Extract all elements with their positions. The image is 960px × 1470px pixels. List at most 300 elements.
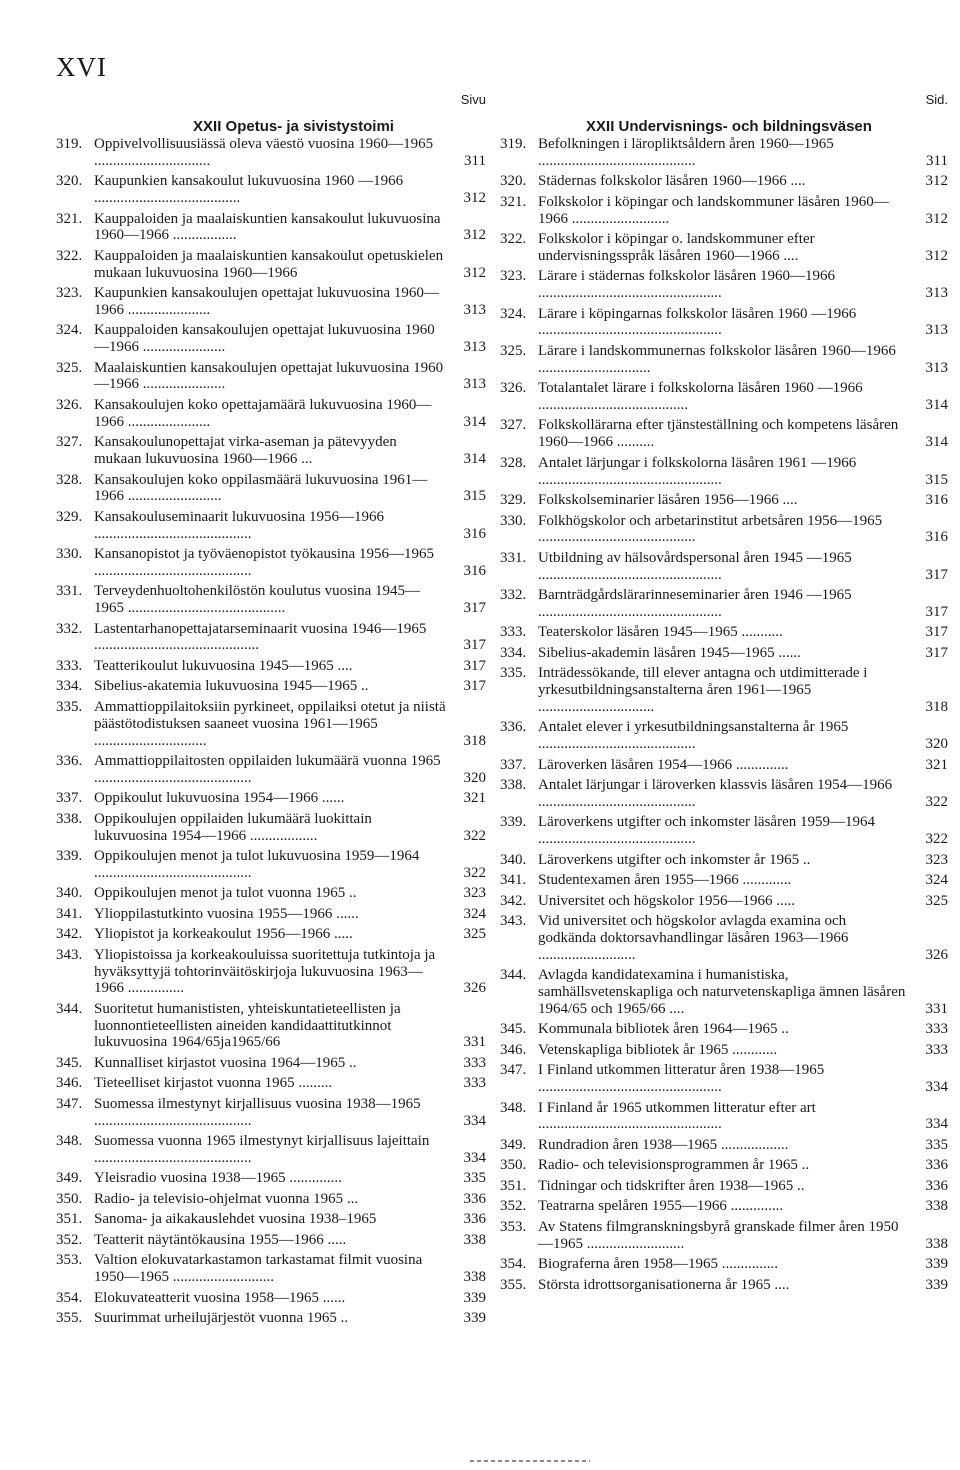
entry-number: 319. xyxy=(500,136,527,152)
entry-page: 312 xyxy=(463,190,486,207)
toc-entry xyxy=(500,1198,948,1215)
toc-entry xyxy=(56,848,486,882)
entry-number: 321. xyxy=(56,210,83,227)
swedish-column-header xyxy=(500,84,948,136)
toc-entry xyxy=(500,268,948,302)
entry-title: Teatterit näytäntökausina 1955—1966 ..... xyxy=(94,1231,347,1248)
entry-page: 334 xyxy=(925,1116,948,1133)
entry-number: 334. xyxy=(56,678,83,695)
entry-title: Lärare i städernas folkskolor läsåren 1960—1966 ................................................. xyxy=(538,268,835,302)
toc-entry xyxy=(500,757,948,774)
entry-page: 320 xyxy=(925,736,948,753)
entry-title: Rundradion åren 1938—1965 .................. xyxy=(538,1136,789,1153)
entry-title: Städernas folkskolor läsåren 1960—1966 .... xyxy=(538,173,806,190)
entry-title: Lastentarhanopettajatarseminaarit vuosina 1946—1965 ............................................ xyxy=(94,620,427,654)
entry-title: Ammattioppilaitosten oppilaiden lukumäärä vuonna 1965 .......................................... xyxy=(94,752,441,786)
toc-entry xyxy=(500,852,948,869)
entry-page: 333 xyxy=(463,1054,486,1071)
entry-number: 328. xyxy=(500,454,527,471)
entry-page: 313 xyxy=(463,339,486,356)
entry-page: 317 xyxy=(463,637,486,654)
entry-title: Folkhögskolor och arbetarinstitut arbetsåren 1956—1965 .......................................... xyxy=(538,512,883,546)
entry-number: 341. xyxy=(56,905,83,922)
entry-page: 331 xyxy=(925,1000,948,1017)
entry-page: 315 xyxy=(463,488,486,505)
entry-title: Kommunala bibliotek åren 1964—1965 .. xyxy=(538,1021,789,1038)
entry-page: 326 xyxy=(925,946,948,963)
toc-entry xyxy=(500,1178,948,1195)
toc-entry xyxy=(500,814,948,848)
entry-number: 346. xyxy=(500,1041,527,1058)
entry-number: 354. xyxy=(500,1256,527,1273)
toc-entry xyxy=(500,624,948,641)
entry-number: 327. xyxy=(56,434,83,451)
entry-number: 331. xyxy=(500,549,527,566)
entry-number: 349. xyxy=(56,1170,83,1187)
entry-title: Suomessa ilmestynyt kirjallisuus vuosina 1938—1965 .......................................... xyxy=(94,1095,421,1129)
entry-number: 347. xyxy=(56,1095,83,1112)
entry-page: 335 xyxy=(925,1136,948,1153)
entry-page: 316 xyxy=(925,529,948,546)
toc-entry xyxy=(500,550,948,584)
finnish-column xyxy=(56,84,486,1331)
entry-title: Sibelius-akademin läsåren 1945—1965 ...... xyxy=(538,644,801,661)
entry-title: Ammattioppilaitoksiin pyrkineet, oppilaiksi otetut ja niistä päästötodistuksen saaneet vuosina 1961—1965 .............................. xyxy=(94,698,446,749)
entry-title: Kaupunkien kansakoulut lukuvuosina 1960 —1966 ....................................... xyxy=(94,173,404,207)
entry-page: 316 xyxy=(463,562,486,579)
entry-page: 336 xyxy=(463,1211,486,1228)
entry-title: Terveydenhuoltohenkilöstön koulutus vuosina 1945—1965 .......................................... xyxy=(94,583,421,617)
entry-title: Teaterskolor läsåren 1945—1965 ........... xyxy=(538,624,783,641)
entry-page: 317 xyxy=(463,600,486,617)
entry-page: 333 xyxy=(925,1041,948,1058)
entry-number: 339. xyxy=(56,848,83,865)
entry-number: 344. xyxy=(500,967,527,984)
entry-page: 336 xyxy=(925,1177,948,1194)
entry-page: 338 xyxy=(925,1198,948,1215)
entry-number: 337. xyxy=(56,790,83,807)
entry-number: 351. xyxy=(56,1211,83,1228)
toc-entry xyxy=(500,913,948,963)
entry-number: 350. xyxy=(500,1157,527,1174)
entry-number: 325. xyxy=(500,342,527,359)
toc-entry xyxy=(500,645,948,662)
entry-number: 348. xyxy=(500,1099,527,1116)
toc-entry xyxy=(500,893,948,910)
toc-entry xyxy=(500,173,948,190)
entry-page: 325 xyxy=(463,926,486,943)
entry-number: 332. xyxy=(56,620,83,637)
toc-entry xyxy=(56,790,486,807)
entry-title: Folkskolor i köpingar och landskommuner läsåren 1960—1966 .......................... xyxy=(538,193,889,227)
toc-entry xyxy=(500,872,948,889)
entry-title: Lärare i landskommunernas folkskolor läsåren 1960—1966 .............................. xyxy=(538,342,896,376)
toc-entry xyxy=(56,753,486,787)
entry-title: Kansanopistot ja työväenopistot työkausina 1956—1965 .......................................... xyxy=(94,546,434,579)
toc-entry xyxy=(56,397,486,431)
entry-page: 323 xyxy=(925,851,948,868)
toc-entry xyxy=(500,1256,948,1273)
entry-number: 346. xyxy=(56,1075,83,1092)
entry-number: 335. xyxy=(500,665,527,682)
toc-entry xyxy=(56,699,486,749)
entry-title: Folkskolseminarier läsåren 1956—1966 .... xyxy=(538,492,798,509)
entry-page: 322 xyxy=(925,793,948,810)
entry-page: 318 xyxy=(925,698,948,715)
entry-title: Radio- ja televisio-ohjelmat vuonna 1965 ... xyxy=(94,1190,359,1207)
section-title: XXII Undervisnings- och bildningsväsen xyxy=(586,118,872,135)
entry-title: Universitet och högskolor 1956—1966 ..... xyxy=(538,892,796,909)
entry-page: 312 xyxy=(925,210,948,227)
entry-number: 353. xyxy=(500,1218,527,1235)
entry-title: Vid universitet och högskolor avlagda examina och godkända doktorsavhandlingar läsåren 1963—1966 .......................... xyxy=(538,913,849,963)
entry-title: Biograferna åren 1958—1965 ............... xyxy=(538,1256,778,1273)
entry-page: 313 xyxy=(925,322,948,339)
entry-number: 326. xyxy=(500,380,527,397)
entry-number: 343. xyxy=(500,913,527,930)
entry-page: 314 xyxy=(463,413,486,430)
entry-page: 325 xyxy=(925,892,948,909)
entry-number: 345. xyxy=(56,1054,83,1071)
toc-entry xyxy=(56,509,486,543)
entry-number: 351. xyxy=(500,1177,527,1194)
toc-entry xyxy=(500,1042,948,1059)
toc-entry xyxy=(56,1001,486,1051)
entry-page: 322 xyxy=(925,831,948,848)
entry-number: 327. xyxy=(500,417,527,434)
entry-page: 321 xyxy=(925,756,948,773)
entry-title: Kansakoulujen koko oppilasmäärä lukuvuosina 1961—1966 ......................... xyxy=(94,471,428,505)
toc-entry xyxy=(500,380,948,414)
entry-page: 323 xyxy=(463,885,486,902)
entry-title: Kunnalliset kirjastot vuosina 1964—1965 .. xyxy=(94,1054,357,1071)
toc-entry xyxy=(56,1055,486,1072)
entry-title: Kauppaloiden ja maalaiskuntien kansakoulut lukuvuosina 1960—1966 ................. xyxy=(94,210,441,244)
entry-title: I Finland utkommen litteratur åren 1938—1965 ................................................. xyxy=(538,1062,825,1096)
entry-title: Oppikoulujen oppilaiden lukumäärä luokittain lukuvuosina 1954—1966 .................. xyxy=(94,810,372,844)
entry-title: Befolkningen i läropliktsåldern åren 1960—1965 .......................................... xyxy=(538,136,834,169)
entry-number: 336. xyxy=(500,719,527,736)
entry-number: 330. xyxy=(56,546,83,563)
entry-page: 320 xyxy=(463,769,486,786)
entry-number: 339. xyxy=(500,814,527,831)
entry-page: 334 xyxy=(463,1149,486,1166)
entry-title: Kansakoulunopettajat virka-aseman ja pätevyyden mukaan lukuvuosina 1960—1966 ... xyxy=(94,434,397,468)
entry-page: 324 xyxy=(925,872,948,889)
toc-entry xyxy=(56,658,486,675)
toc-entry xyxy=(500,417,948,451)
toc-entry xyxy=(500,967,948,1017)
entry-page: 317 xyxy=(463,678,486,695)
entry-title: Läroverken läsåren 1954—1966 .............. xyxy=(538,756,789,773)
entry-number: 324. xyxy=(500,305,527,322)
toc-entry xyxy=(56,360,486,394)
entry-page: 338 xyxy=(463,1269,486,1286)
entry-page: 311 xyxy=(926,152,948,169)
entry-number: 322. xyxy=(56,247,83,264)
toc-entry xyxy=(500,1219,948,1253)
toc-entry xyxy=(500,492,948,509)
entry-title: Radio- och televisionsprogrammen år 1965 .. xyxy=(538,1157,810,1174)
entry-number: 332. xyxy=(500,587,527,604)
entry-page: 314 xyxy=(925,396,948,413)
entry-number: 329. xyxy=(56,508,83,525)
entry-page: 317 xyxy=(925,624,948,641)
entry-page: 317 xyxy=(463,657,486,674)
entry-title: Sibelius-akatemia lukuvuosina 1945—1965 .. xyxy=(94,678,369,695)
toc-entry xyxy=(500,136,948,170)
entry-title: Kauppaloiden ja maalaiskuntien kansakoulut opetuskielen mukaan lukuvuosina 1960—1966 xyxy=(94,247,444,281)
toc-entry xyxy=(56,546,486,580)
entry-title: Läroverkens utgifter och inkomster läsåren 1959—1964 .......................................... xyxy=(538,814,875,848)
toc-entry xyxy=(56,947,486,997)
toc-entry xyxy=(56,1252,486,1286)
entry-title: Största idrottsorganisationerna år 1965 .... xyxy=(538,1276,790,1293)
entry-page: 312 xyxy=(925,173,948,190)
toc-entry xyxy=(500,343,948,377)
entry-number: 329. xyxy=(500,492,527,509)
entry-number: 324. xyxy=(56,322,83,339)
page-column-header: Sivu xyxy=(460,92,486,107)
entry-title: Läroverkens utgifter och inkomster år 1965 .. xyxy=(538,851,811,868)
entry-number: 326. xyxy=(56,396,83,413)
entry-title: Studentexamen åren 1955—1966 ............. xyxy=(538,872,792,889)
entry-title: Suoritetut humanististen, yhteiskuntatieteellisten ja luonnontieteellisten aineiden kandidaattitutkinnot lukuvuosina 1964/65ja1965/66 xyxy=(94,1000,401,1051)
toc-entry xyxy=(56,1310,486,1327)
entry-page: 318 xyxy=(463,732,486,749)
toc-entry xyxy=(56,434,486,468)
entry-page: 322 xyxy=(463,827,486,844)
entry-number: 328. xyxy=(56,471,83,488)
entry-title: Oppikoulujen menot ja tulot vuonna 1965 .. xyxy=(94,885,357,902)
toc-entry xyxy=(500,1062,948,1096)
entry-number: 352. xyxy=(56,1231,83,1248)
entry-page: 317 xyxy=(925,566,948,583)
toc-entry xyxy=(56,285,486,319)
toc-entry xyxy=(56,811,486,845)
toc-entry xyxy=(500,1157,948,1174)
entry-title: Antalet elever i yrkesutbildningsanstalterna år 1965 .......................................... xyxy=(538,719,849,753)
toc-entry xyxy=(56,621,486,655)
entry-title: Oppikoulut lukuvuosina 1954—1966 ...... xyxy=(94,790,345,807)
entry-number: 340. xyxy=(56,885,83,902)
entry-page: 339 xyxy=(463,1310,486,1327)
entry-title: Folkskolor i köpingar o. landskommuner efter undervisningsspråk läsåren 1960—1966 .... xyxy=(538,231,815,264)
toc-entry xyxy=(56,322,486,356)
toc-entry xyxy=(500,231,948,265)
entry-page: 339 xyxy=(925,1256,948,1273)
entry-title: I Finland år 1965 utkommen litteratur efter art ................................................. xyxy=(538,1099,816,1133)
entry-page: 331 xyxy=(463,1034,486,1051)
entry-title: Tidningar och tidskrifter åren 1938—1965 .. xyxy=(538,1177,805,1194)
entry-title: Antalet lärjungar i läroverken klassvis läsåren 1954—1966 .......................................... xyxy=(538,777,893,810)
entry-title: Barnträdgårdslärarinneseminarier åren 1946 —1965 ................................................. xyxy=(538,587,852,620)
entry-title: Tieteelliset kirjastot vuonna 1965 ......... xyxy=(94,1075,333,1092)
entry-title: Ylioppilastutkinto vuosina 1955—1966 ...... xyxy=(94,905,359,922)
entry-number: 330. xyxy=(500,512,527,529)
toc-list xyxy=(56,136,486,1327)
entry-page: 338 xyxy=(463,1231,486,1248)
entry-page: 334 xyxy=(925,1079,948,1096)
toc-entry xyxy=(500,1100,948,1134)
entry-number: 334. xyxy=(500,644,527,661)
entry-number: 325. xyxy=(56,359,83,376)
entry-number: 321. xyxy=(500,193,527,210)
entry-title: Av Statens filmgranskningsbyrå granskade filmer åren 1950—1965 .......................... xyxy=(538,1218,899,1252)
entry-title: Utbildning av hälsovårdspersonal åren 1945 —1965 ................................................. xyxy=(538,549,852,583)
entry-title: Sanoma- ja aikakauslehdet vuosina 1938–1965 xyxy=(94,1211,377,1228)
entry-number: 323. xyxy=(500,268,527,285)
entry-number: 345. xyxy=(500,1021,527,1038)
entry-number: 344. xyxy=(56,1000,83,1017)
entry-title: Suomessa vuonna 1965 ilmestynyt kirjallisuus lajeittain .......................................... xyxy=(94,1133,430,1166)
entry-page: 316 xyxy=(463,525,486,542)
entry-number: 320. xyxy=(500,173,527,190)
entry-title: Kansakoulujen koko opettajamäärä lukuvuosina 1960—1966 ...................... xyxy=(94,396,432,430)
entry-number: 342. xyxy=(56,926,83,943)
toc-entry xyxy=(56,678,486,695)
entry-title: Kauppaloiden kansakoulujen opettajat lukuvuosina 1960—1966 ...................... xyxy=(94,322,435,356)
entry-page: 312 xyxy=(463,264,486,281)
entry-page: 338 xyxy=(925,1235,948,1252)
entry-page: 333 xyxy=(463,1075,486,1092)
toc-entry xyxy=(56,1096,486,1130)
entry-number: 340. xyxy=(500,851,527,868)
toc-list xyxy=(500,136,948,1293)
entry-title: Yleisradio vuosina 1938—1965 .............. xyxy=(94,1170,342,1187)
scan-artifact xyxy=(470,1460,590,1462)
entry-number: 323. xyxy=(56,285,83,302)
entry-page: 339 xyxy=(925,1276,948,1293)
entry-number: 352. xyxy=(500,1198,527,1215)
toc-entry xyxy=(56,926,486,943)
toc-entry xyxy=(500,777,948,811)
toc-entry xyxy=(56,906,486,923)
entry-page: 334 xyxy=(463,1112,486,1129)
entry-page: 317 xyxy=(925,603,948,620)
toc-entry xyxy=(500,455,948,489)
entry-number: 331. xyxy=(56,583,83,600)
toc-entry xyxy=(500,665,948,715)
entry-number: 354. xyxy=(56,1289,83,1306)
entry-title: Kaupunkien kansakoulujen opettajat lukuvuosina 1960—1966 ...................... xyxy=(94,285,439,318)
swedish-column xyxy=(500,84,948,1297)
toc-entry xyxy=(56,583,486,617)
entry-title: Lärare i köpingarnas folkskolor läsåren 1960 —1966 ................................................. xyxy=(538,305,857,339)
entry-title: Maalaiskuntien kansakoulujen opettajat lukuvuosina 1960—1966 ...................... xyxy=(94,359,444,393)
toc-entry xyxy=(56,1211,486,1228)
entry-page: 315 xyxy=(925,471,948,488)
toc-entry xyxy=(500,1277,948,1294)
toc-entry xyxy=(500,513,948,547)
toc-entry xyxy=(56,472,486,506)
toc-entry xyxy=(56,1075,486,1092)
entry-number: 353. xyxy=(56,1252,83,1269)
entry-page: 311 xyxy=(464,152,486,169)
entry-page: 314 xyxy=(925,434,948,451)
entry-number: 336. xyxy=(56,752,83,769)
toc-entry xyxy=(56,1191,486,1208)
entry-page: 313 xyxy=(925,285,948,302)
entry-title: Inträdessökande, till elever antagna och utdimitterade i yrkesutbildningsanstalterna åren 1961—1965 ............................... xyxy=(538,665,868,715)
toc-entry xyxy=(56,211,486,245)
entry-number: 337. xyxy=(500,756,527,773)
entry-title: Totalantalet lärare i folkskolorna läsåren 1960 —1966 ........................................ xyxy=(538,380,863,413)
entry-title: Oppivelvollisuusiässä oleva väestö vuosina 1960—1965 ............................... xyxy=(94,136,434,169)
toc-entry xyxy=(56,136,486,170)
toc-entry xyxy=(500,306,948,340)
entry-number: 355. xyxy=(500,1276,527,1293)
toc-entry xyxy=(500,1021,948,1038)
entry-title: Antalet lärjungar i folkskolorna läsåren 1961 —1966 ................................................. xyxy=(538,454,857,488)
entry-page: 313 xyxy=(463,301,486,318)
entry-title: Folkskollärarna efter tjänsteställning och kompetens läsåren 1960—1966 .......... xyxy=(538,417,899,451)
section-title: XXII Opetus- ja sivistystoimi xyxy=(193,118,394,135)
entry-number: 341. xyxy=(500,872,527,889)
toc-entry xyxy=(56,1170,486,1187)
entry-number: 338. xyxy=(56,810,83,827)
entry-title: Yliopistot ja korkeakoulut 1956—1966 ..... xyxy=(94,926,353,943)
entry-page: 321 xyxy=(463,790,486,807)
entry-number: 355. xyxy=(56,1310,83,1327)
entry-page: 312 xyxy=(925,247,948,264)
entry-title: Suurimmat urheilujärjestöt vuonna 1965 .. xyxy=(94,1310,349,1327)
entry-title: Teatrarna spelåren 1955—1966 .............. xyxy=(538,1198,784,1215)
entry-number: 322. xyxy=(500,231,527,248)
finnish-column-header xyxy=(56,84,486,136)
toc-entry xyxy=(500,587,948,621)
toc-entry xyxy=(56,173,486,207)
entry-page: 313 xyxy=(925,359,948,376)
entry-page: 316 xyxy=(925,492,948,509)
toc-entry xyxy=(500,1137,948,1154)
entry-number: 348. xyxy=(56,1133,83,1150)
toc-entry xyxy=(56,1133,486,1167)
page-number: XVI xyxy=(56,52,107,82)
entry-number: 333. xyxy=(500,624,527,641)
entry-page: 326 xyxy=(463,980,486,997)
entry-number: 319. xyxy=(56,136,83,152)
entry-title: Elokuvateatterit vuosina 1958—1965 ...... xyxy=(94,1289,346,1306)
entry-number: 320. xyxy=(56,173,83,190)
toc-entry xyxy=(500,719,948,753)
entry-number: 333. xyxy=(56,657,83,674)
entry-page: 317 xyxy=(925,644,948,661)
entry-page: 322 xyxy=(463,864,486,881)
toc-entry xyxy=(500,194,948,228)
entry-page: 336 xyxy=(463,1190,486,1207)
page-column-header: Sid. xyxy=(925,92,948,107)
entry-page: 339 xyxy=(463,1289,486,1306)
toc-entry xyxy=(56,1290,486,1307)
entry-number: 338. xyxy=(500,777,527,794)
entry-page: 313 xyxy=(463,376,486,393)
entry-number: 350. xyxy=(56,1190,83,1207)
entry-title: Oppikoulujen menot ja tulot lukuvuosina 1959—1964 .......................................... xyxy=(94,848,420,881)
entry-number: 347. xyxy=(500,1062,527,1079)
toc-entry xyxy=(56,1232,486,1249)
entry-title: Avlagda kandidatexamina i humanistiska, samhällsvetenskapliga och naturvetenskapliga ämnen läsåren 1964/65 och 1965/66 .... xyxy=(538,967,906,1017)
entry-title: Kansakouluseminaarit lukuvuosina 1956—1966 .......................................... xyxy=(94,508,384,542)
entry-title: Teatterikoulut lukuvuosina 1945—1965 .... xyxy=(94,657,353,674)
entry-page: 336 xyxy=(925,1157,948,1174)
entry-page: 335 xyxy=(463,1170,486,1187)
entry-number: 349. xyxy=(500,1136,527,1153)
entry-page: 333 xyxy=(925,1021,948,1038)
entry-title: Vetenskapliga bibliotek år 1965 ............ xyxy=(538,1041,778,1058)
entry-page: 324 xyxy=(463,905,486,922)
toc-entry xyxy=(56,248,486,282)
